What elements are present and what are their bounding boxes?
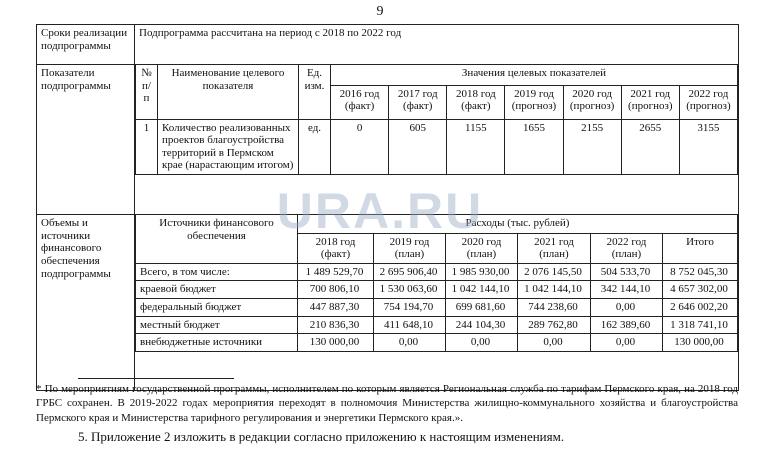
indicator-num: 1: [136, 119, 158, 175]
finance-value: 0,00: [591, 299, 663, 317]
watermark-logo: URA.RU: [276, 183, 484, 239]
indicators-label: Показатели подпрограммы: [37, 65, 135, 215]
subprogram-passport-table: [36, 24, 739, 391]
finance-source: федеральный бюджет: [136, 299, 298, 317]
finance-value: 699 681,60: [446, 299, 518, 317]
footnote-text: * По мероприятиям государственной программы, исполнителем по которым является Региональная служба по тарифам Пермского края, на 2018 год ГРБС сохранен. В 2019-2022 годах мероприятия переходят в полномочия Министерства жилищно-коммунального хозяйства и благоустройства Пермского края и Министерства тарифного регулирования и энергетики Пермского края.».: [36, 383, 738, 424]
item-5-paragraph: 5. Приложение 2 изложить в редакции согласно приложению к настоящим изменениям.: [78, 429, 565, 444]
finance-table: [135, 215, 738, 352]
indicators-row: [136, 119, 738, 175]
page-number: 9: [376, 4, 384, 19]
footnote: [36, 382, 738, 425]
finance-expenses-title: Расходы (тыс. рублей): [298, 215, 738, 233]
finance-value: 1 042 144,10: [518, 281, 591, 299]
indicators-header-unit: Ед. изм.: [299, 65, 331, 119]
indicators-year-header: 2016 год (факт): [331, 85, 389, 119]
finance-year-header: 2019 год (план): [374, 233, 446, 263]
finance-row: [136, 263, 738, 281]
finance-header-source: Источники финансового обеспечения: [136, 215, 298, 263]
indicator-value: 605: [389, 119, 447, 175]
finance-row: [136, 299, 738, 317]
finance-value: 2 076 145,50: [518, 263, 591, 281]
finance-source: местный бюджет: [136, 316, 298, 334]
indicator-value: 3155: [679, 119, 737, 175]
finance-row: [136, 281, 738, 299]
finance-value: 0,00: [446, 334, 518, 352]
footnote-divider: [78, 378, 234, 379]
indicators-year-header: 2019 год (прогноз): [505, 85, 563, 119]
indicator-value: 2155: [563, 119, 621, 175]
finance-source: краевой бюджет: [136, 281, 298, 299]
finance-value: 289 762,80: [518, 316, 591, 334]
finance-year-header: 2022 год (план): [591, 233, 663, 263]
indicator-unit: ед.: [299, 119, 331, 175]
indicators-values-title: Значения целевых показателей: [331, 65, 738, 85]
finance-value: 0,00: [591, 334, 663, 352]
finance-source: внебюджетные источники: [136, 334, 298, 352]
indicator-value: 1655: [505, 119, 563, 175]
indicators-year-header: 2022 год (прогноз): [679, 85, 737, 119]
finance-value: 342 144,10: [591, 281, 663, 299]
finance-value: 447 887,30: [298, 299, 374, 317]
finance-value: 2 646 002,20: [663, 299, 738, 317]
indicator-value: 0: [331, 119, 389, 175]
finance-value: 2 695 906,40: [374, 263, 446, 281]
indicator-name: Количество реализованных проектов благоустройства территорий в Пермском крае (нарастающим итогом): [158, 119, 299, 175]
finance-value: 1 318 741,10: [663, 316, 738, 334]
terms-label: Сроки реализации подпрограммы: [37, 25, 135, 65]
finance-value: 162 389,60: [591, 316, 663, 334]
indicators-year-header: 2020 год (прогноз): [563, 85, 621, 119]
finance-value: 0,00: [374, 334, 446, 352]
finance-value: 700 806,10: [298, 281, 374, 299]
finance-row: [136, 334, 738, 352]
indicators-year-header: 2017 год (факт): [389, 85, 447, 119]
finance-value: 130 000,00: [298, 334, 374, 352]
indicators-header-name: Наименование целевого показателя: [158, 65, 299, 119]
indicator-value: 1155: [447, 119, 505, 175]
finance-value: 411 648,10: [374, 316, 446, 334]
finance-label: Объемы и источники финансового обеспечения подпрограммы: [37, 215, 135, 391]
finance-value: 504 533,70: [591, 263, 663, 281]
finance-value: 1 530 063,60: [374, 281, 446, 299]
finance-value: 244 104,30: [446, 316, 518, 334]
finance-year-header: 2018 год (факт): [298, 233, 374, 263]
indicators-year-header: 2018 год (факт): [447, 85, 505, 119]
terms-value: Подпрограмма рассчитана на период с 2018 по 2022 год: [135, 25, 739, 65]
finance-year-header: Итого: [663, 233, 738, 263]
finance-year-header: 2021 год (план): [518, 233, 591, 263]
finance-value: 0,00: [518, 334, 591, 352]
finance-row: [136, 316, 738, 334]
indicators-header-num: № п/п: [136, 65, 158, 119]
finance-year-header: 2020 год (план): [446, 233, 518, 263]
indicators-table: [135, 65, 738, 175]
indicator-value: 2655: [621, 119, 679, 175]
finance-value: 210 836,30: [298, 316, 374, 334]
finance-value: 1 042 144,10: [446, 281, 518, 299]
finance-value: 1 489 529,70: [298, 263, 374, 281]
finance-value: 1 985 930,00: [446, 263, 518, 281]
indicators-year-header: 2021 год (прогноз): [621, 85, 679, 119]
finance-value: 744 238,60: [518, 299, 591, 317]
finance-source: Всего, в том числе:: [136, 263, 298, 281]
finance-value: 754 194,70: [374, 299, 446, 317]
finance-value: 8 752 045,30: [663, 263, 738, 281]
finance-value: 4 657 302,00: [663, 281, 738, 299]
finance-value: 130 000,00: [663, 334, 738, 352]
